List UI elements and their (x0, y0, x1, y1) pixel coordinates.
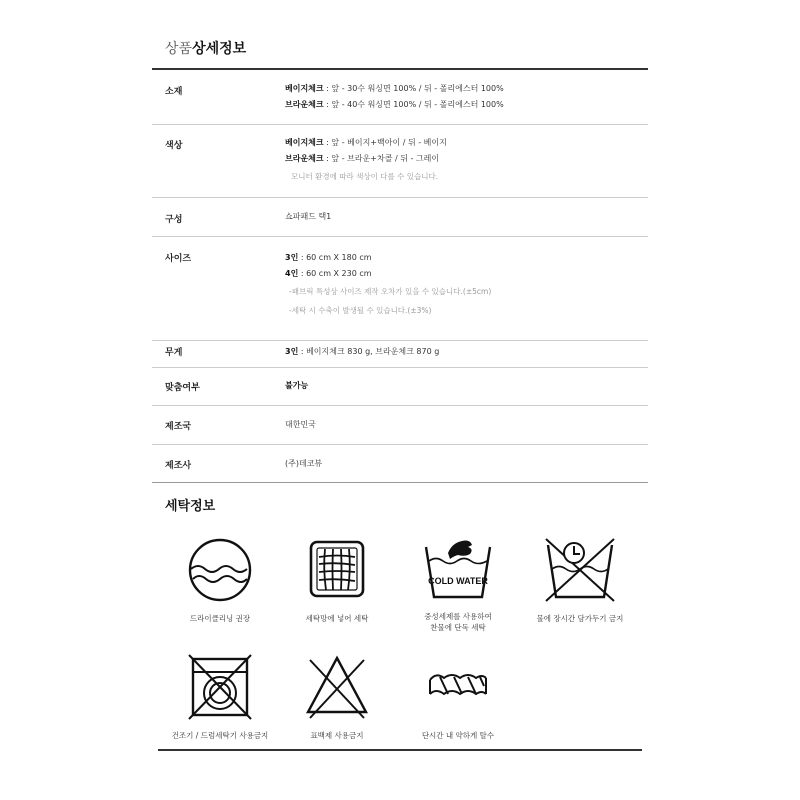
wash-item (393, 535, 523, 633)
wash-info-title: 세탁정보 (165, 499, 216, 514)
wash-item (393, 652, 523, 741)
row-value (285, 250, 491, 320)
value-line (285, 151, 447, 167)
row-label: 사이즈 (165, 254, 192, 264)
row-value (285, 81, 504, 113)
line-bold: 불가능 (285, 381, 309, 390)
gentle-wring-icon (418, 652, 498, 722)
value-line (285, 97, 504, 113)
line-bold: 브라운체크 (285, 100, 324, 109)
value-line (285, 135, 447, 151)
wash-item-label: 단시간 내 약하게 탈수 (421, 731, 495, 740)
dry-clean-icon (185, 535, 255, 605)
line-bold: 베이지체크 (285, 84, 324, 93)
line-bold: 브라운체크 (285, 154, 324, 163)
row-value (285, 135, 447, 186)
line-text: : 앞 - 30수 워싱면 100% / 뒤 - 폴리에스터 100% (323, 84, 504, 93)
wash-item-label: 건조기 / 드럼세탁기 사용금지 (171, 731, 269, 740)
spec-row-custom (152, 367, 648, 406)
cold-water-text: COLD WATER (428, 576, 488, 586)
line-text: : 앞 - 브라운+차콜 / 뒤 - 그레이 (323, 154, 440, 163)
no-tumble-dry-icon (185, 652, 255, 722)
row-label: 색상 (165, 141, 183, 151)
hand-wash-cold-icon (418, 535, 498, 605)
wash-item (155, 652, 285, 741)
value-line (285, 378, 308, 394)
row-value (285, 456, 322, 472)
row-value (285, 209, 331, 225)
laundry-net-icon (302, 535, 372, 605)
line-bold: 3인 (285, 347, 299, 356)
page-title (165, 38, 246, 58)
line-text: : 앞 - 40수 워싱면 100% / 뒤 - 폴리에스터 100% (323, 100, 504, 109)
line-bold: 3인 (285, 253, 299, 262)
line-text: : 60 cm X 180 cm (298, 253, 372, 262)
footer-divider (158, 749, 642, 751)
wash-item-label: 표백제 사용금지 (310, 731, 364, 740)
spec-row-color (152, 124, 648, 198)
wash-item-label: 물에 장시간 담가두기 금지 (536, 614, 624, 623)
value-line (285, 81, 504, 97)
spec-row-composition (152, 197, 648, 237)
title-light: 상품 (165, 41, 193, 57)
value-line (285, 266, 491, 282)
line-bold: 베이지체크 (285, 138, 324, 147)
wash-item-label: 중성세제를 사용하여 찬물에 단독 세탁 (424, 612, 492, 632)
value-note: 모니터 환경에 따라 색상이 다를 수 있습니다. (291, 172, 439, 181)
line-text: : 60 cm X 230 cm (298, 269, 372, 278)
wash-item-label: 드라이클리닝 권장 (189, 614, 251, 623)
value-note: -세탁 시 수축이 발생될 수 있습니다.(±3%) (289, 306, 432, 315)
value-line: 대한민국 (285, 420, 316, 429)
wash-item-label: 세탁망에 넣어 세탁 (305, 614, 369, 623)
title-bold: 상세정보 (192, 41, 247, 57)
spec-row-size (152, 236, 648, 341)
line-text: : 앞 - 베이지+백아이 / 뒤 - 베이지 (323, 138, 447, 147)
value-line: 쇼파패드 택1 (285, 212, 332, 221)
row-label: 맞춤여부 (165, 383, 200, 393)
spec-row-country (152, 405, 648, 445)
no-bleach-icon (302, 652, 372, 722)
row-label: 구성 (165, 215, 183, 225)
row-label: 무게 (165, 348, 183, 358)
row-value (285, 344, 439, 360)
value-line (285, 250, 491, 266)
row-label: 소재 (165, 87, 183, 97)
spec-row-manufacturer (152, 444, 648, 483)
row-value (285, 417, 316, 433)
row-value (285, 378, 308, 394)
spec-row-material (152, 70, 648, 125)
wash-item (272, 652, 402, 741)
row-label: 제조사 (165, 461, 192, 471)
wash-item (272, 535, 402, 624)
row-label: 제조국 (165, 422, 192, 432)
no-long-soak-icon (540, 535, 620, 605)
wash-item (515, 535, 645, 624)
spec-row-weight (152, 340, 648, 368)
wash-item (155, 535, 285, 624)
line-bold: 4인 (285, 269, 299, 278)
line-text: : 베이지체크 830 g, 브라운체크 870 g (298, 347, 440, 356)
value-line (285, 344, 439, 360)
value-line: (주)데코뷰 (285, 459, 323, 468)
value-note: -패브릭 특성상 사이즈 제작 오차가 있을 수 있습니다.(±5cm) (289, 287, 492, 296)
